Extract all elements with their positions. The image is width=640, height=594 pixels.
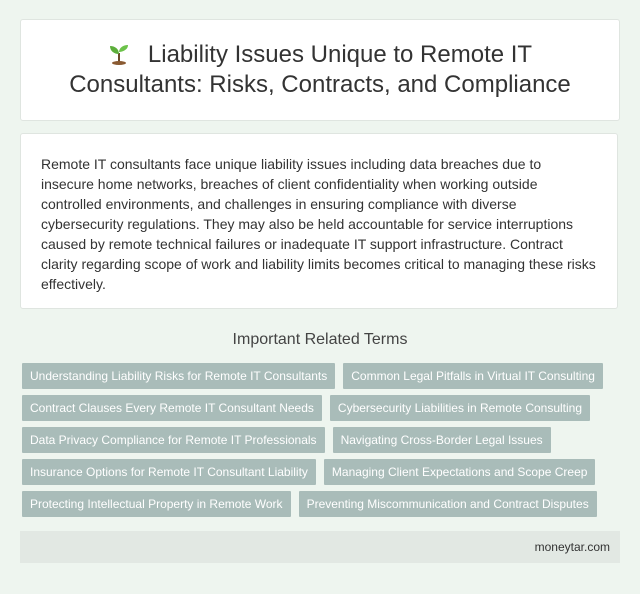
summary-card: [20, 133, 618, 309]
title-card: [20, 19, 620, 121]
related-term-tag[interactable]: Data Privacy Compliance for Remote IT Professionals: [22, 427, 325, 453]
related-term-tag[interactable]: Common Legal Pitfalls in Virtual IT Consulting: [343, 363, 603, 389]
related-term-tag[interactable]: Cybersecurity Liabilities in Remote Consulting: [330, 395, 590, 421]
page-title-text: Liability Issues Unique to Remote IT Consultants: Risks, Contracts, and Compliance: [69, 41, 571, 98]
summary-text: Remote IT consultants face unique liability issues including data breaches due to insecure home networks, breaches of client confidentiality when working outside controlled environments, and challenges in ensuring compliance with diverse cybersecurity regulations. They may also be held accountable for service interruptions caused by remote technical failures or inadequate IT support infrastructure. Contract clarity regarding scope of work and liability limits becomes critical to managing these risks effectively.: [41, 156, 596, 292]
related-terms-heading: Important Related Terms: [232, 331, 408, 348]
related-term-tag[interactable]: Protecting Intellectual Property in Remote Work: [22, 491, 291, 517]
related-term-tag[interactable]: Navigating Cross-Border Legal Issues: [333, 427, 551, 453]
footer: [20, 531, 620, 563]
footer-site[interactable]: moneytar.com: [534, 540, 610, 554]
related-term-tag[interactable]: Understanding Liability Risks for Remote IT Consultants: [22, 363, 335, 389]
related-term-tag[interactable]: Insurance Options for Remote IT Consultant Liability: [22, 459, 316, 485]
related-term-tag[interactable]: Preventing Miscommunication and Contract Disputes: [299, 491, 597, 517]
sprout-icon: [108, 43, 130, 65]
page-title: [50, 40, 590, 100]
related-term-tag[interactable]: Managing Client Expectations and Scope Creep: [324, 459, 596, 485]
related-terms-list: [22, 363, 622, 517]
related-term-tag[interactable]: Contract Clauses Every Remote IT Consultant Needs: [22, 395, 322, 421]
